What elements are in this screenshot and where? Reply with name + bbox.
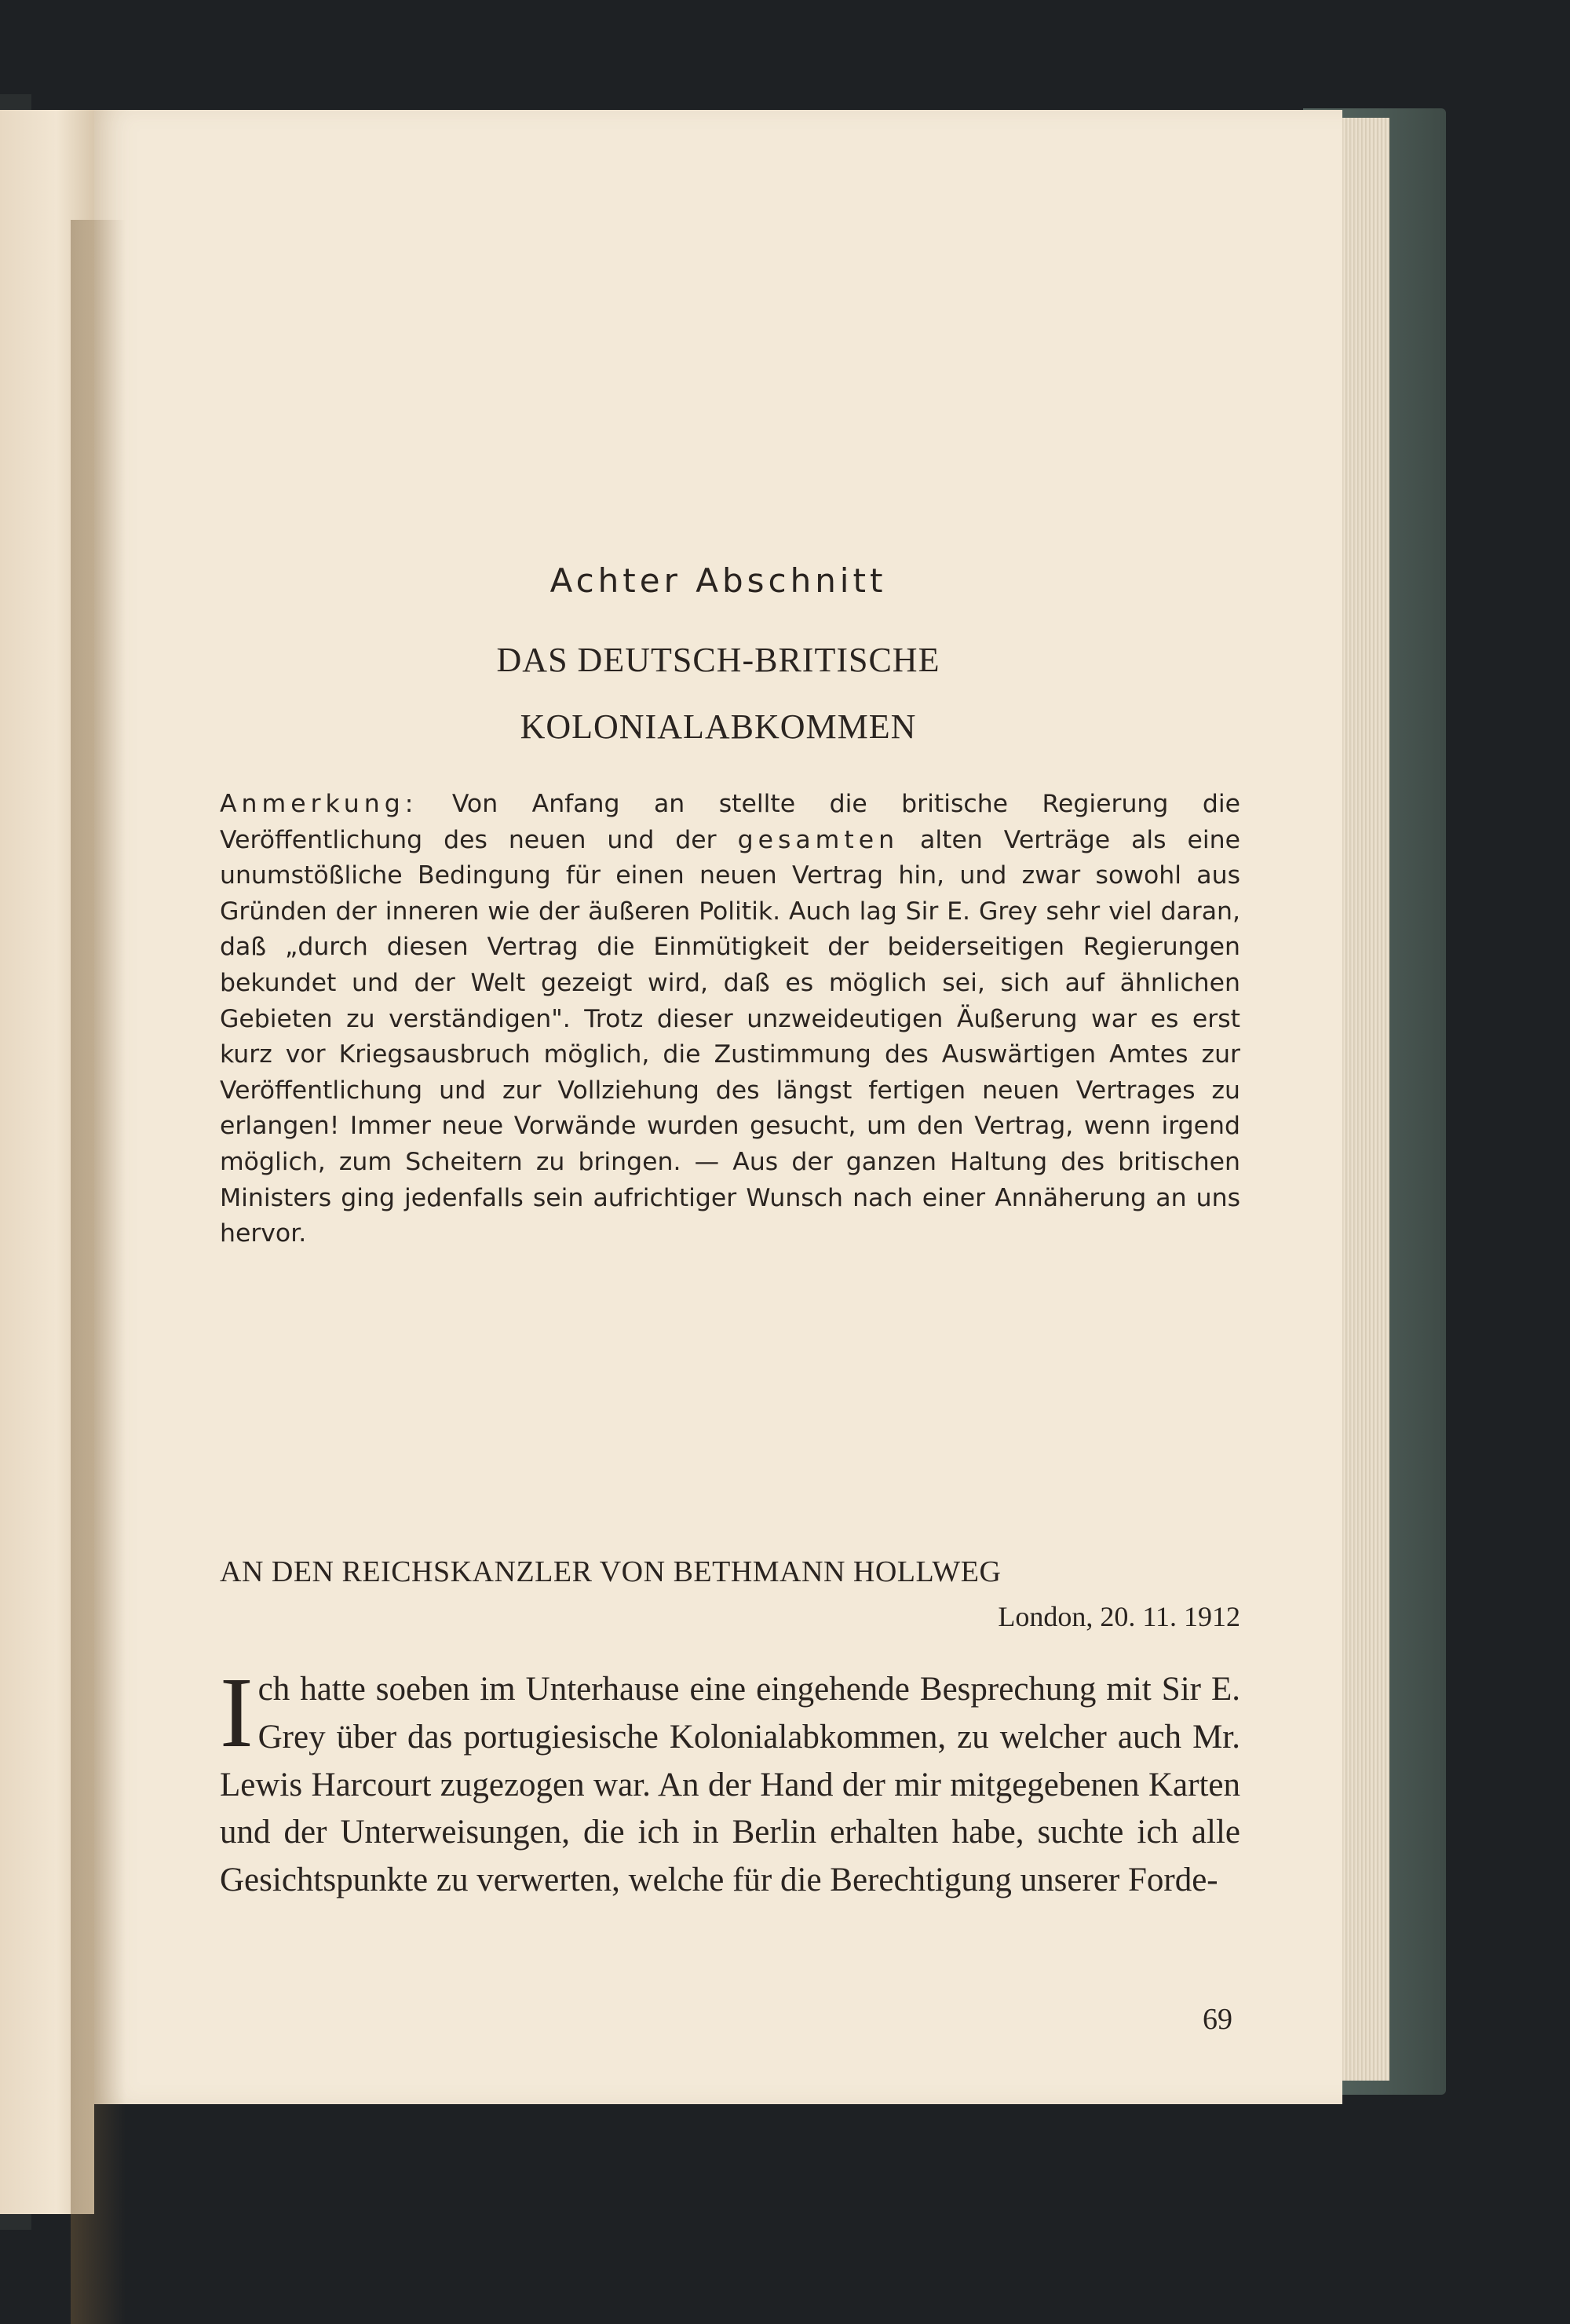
spine-shadow — [71, 220, 126, 2324]
note-text-part-2: alten Verträge als eine unumstößliche Bedingung für einen neuen Vertrag hin, und zwar sowohl aus Gründen der inneren wie der äußeren Politik. Auch lag Sir E. Grey sehr viel daran, daß „durch diesen Vertrag die Einmütigkeit der beiderseitigen Regierungen bekundet und der Welt gezeigt wird, daß es möglich sei, sich auf ähnlichen Gebieten zu verständigen". Trotz dieser unzweideutigen Äußerung war es erst kurz vor Kriegsausbruch möglich, die Zustimmung des Auswärtigen Amtes zur Veröffentlichung und zur Vollziehung des längst fertigen neuen Vertrages zu erlangen! Immer neue Vorwände wurden gesucht, um den Vertrag, wenn irgend möglich, zum Scheitern zu bringen. — Aus der ganzen Haltung des britischen Ministers ging jedenfalls sein aufrichtiger Wunsch nach einer Annäherung an uns hervor. — [220, 825, 1240, 1248]
section-label: Achter Abschnitt — [550, 561, 887, 600]
book-page — [94, 110, 1342, 2104]
note-text-part-1: Von Anfang an stellte die britische Regierung die Veröffentlichung des neuen und der — [220, 790, 1240, 854]
chapter-title-line-2: KOLONIALABKOMMEN — [520, 707, 917, 746]
letter-dateline: London, 20. 11. 1912 — [998, 1601, 1240, 1632]
letter-body — [220, 1657, 1240, 1905]
letter-addressee: AN DEN REICHSKANZLER VON BETHMANN HOLLWEG — [220, 1555, 1002, 1588]
letter-body-text: ch hatte soeben im Unterhause eine eingehende Besprechung mit Sir E. Grey über das portugiesische Kolonialabkommen, zu welcher auch Mr. Lewis Harcourt zugezogen war. An der Hand der mir mitgegebenen Karten und der Unterweisungen, die ich in Berlin erhalten habe, suchte ich alle Gesichtspunkte zu verwerten, welche für die Berechtigung unserer Forde- — [220, 1671, 1240, 1899]
page-number: 69 — [1203, 2003, 1232, 2036]
page-block-edges — [1334, 118, 1389, 2081]
editorial-note — [220, 787, 1240, 1252]
note-emphasis: gesamten — [737, 825, 900, 854]
drop-cap: I — [220, 1657, 254, 1768]
note-label: Anmerkung: — [220, 790, 418, 818]
chapter-title-line-1: DAS DEUTSCH-BRITISCHE — [496, 641, 940, 679]
